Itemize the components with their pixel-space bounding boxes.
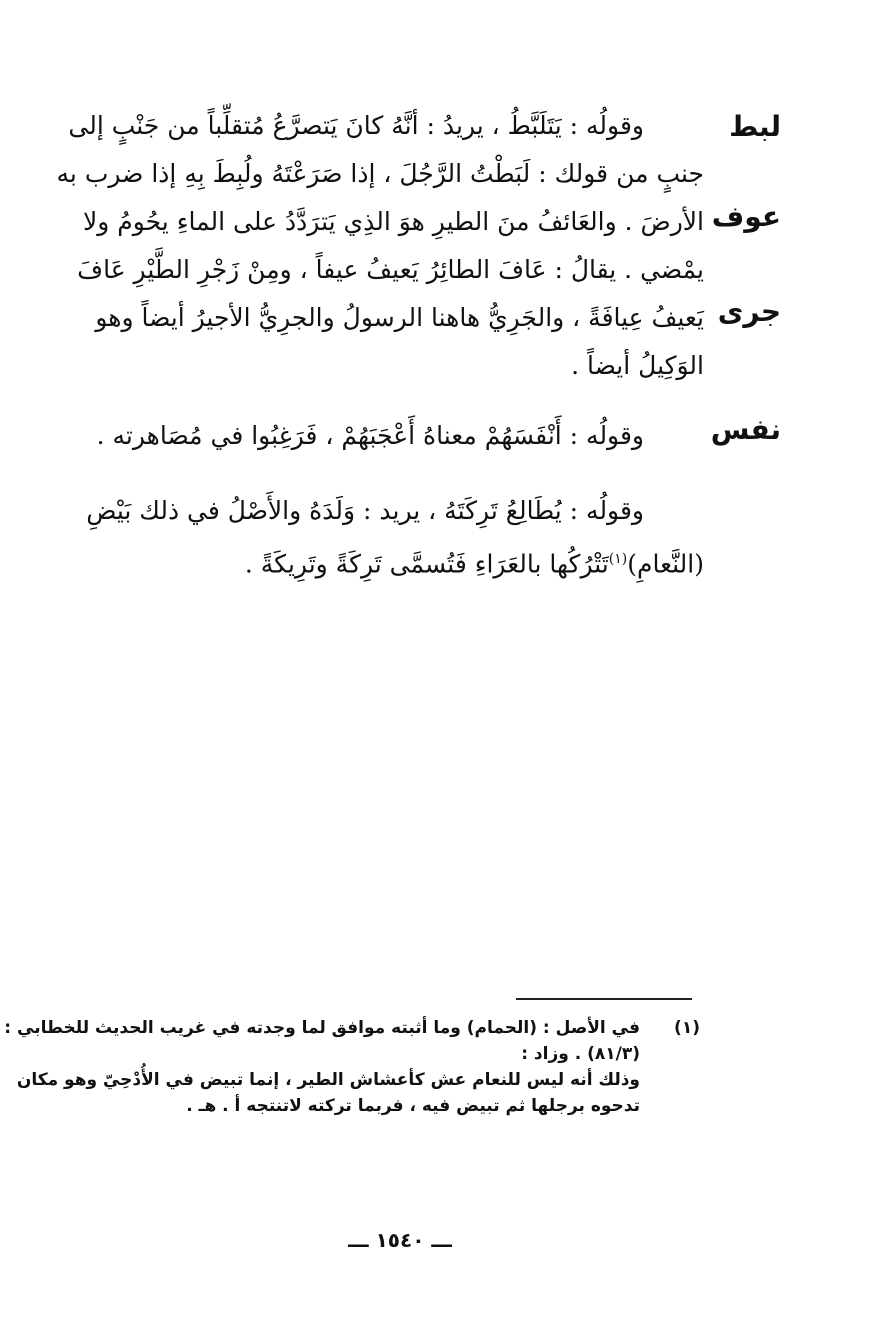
paragraph-3 bbox=[40, 487, 704, 588]
text-line: يَعيفُ عِيافَةً ، والجَرِيُّ هاهنا الرسولُ والجرِيُّ الأجيرُ أيضاً وهو bbox=[95, 303, 704, 332]
text-segment: (النَّعامِ) bbox=[627, 549, 704, 579]
text-line: جنبٍ من قولك : لَبَطْتُ الرَّجُلَ ، إذا صَرَعْتَهُ ولُبِطَ بِهِ إذا ضرب به bbox=[56, 159, 704, 188]
paragraph-1 bbox=[40, 102, 704, 390]
text-line: الأرضَ . والعَائفُ منَ الطيرِ هوَ الذِي يَترَدَّدُ على الماءِ يحُومُ ولا bbox=[83, 207, 704, 236]
text-line: وقولُه : أَنْفَسَهُمْ معناهُ أَعْجَبَهُمْ ، فَرَغِبُوا في مُصَاهرته . bbox=[96, 421, 644, 450]
text-line: يمْضي . يقالُ : عَافَ الطائِرُ يَعيفُ عيفاً ، ومِنْ زَجْرِ الطَّيْرِ عَافَ bbox=[77, 255, 704, 284]
text-line: الوَكِيلُ أيضاً . bbox=[571, 351, 704, 380]
footnote-line: وذلك أنه ليس للنعام عش كأعشاش الطير ، إنما تبيض في الأُدْحِيّ وهو مكان bbox=[16, 1070, 640, 1090]
text-line: وقولُه : يَتَلَبَّطُ ، يريدُ : أنَّهُ كانَ يَتصرَّعُ مُتقلِّباً من جَنْبٍ إلى bbox=[68, 111, 644, 140]
margin-keyword-nafs: نفس bbox=[710, 413, 781, 446]
text-line bbox=[40, 535, 704, 588]
footnote-line: تدحوه برجلها ثم تبيض فيه ، فربما تركته لاتنتجه أ . هـ . bbox=[186, 1096, 640, 1116]
footnote-body bbox=[4, 1015, 640, 1119]
margin-keyword-labat: لبط bbox=[729, 110, 781, 143]
footnote-reference: (١) bbox=[608, 551, 628, 567]
footnote-number: (١) bbox=[674, 1018, 700, 1038]
margin-keyword-jara: جرى bbox=[717, 295, 781, 328]
text-line: وقولُه : يُطَالِعُ تَرِكَتَهُ ، يريد : وَلَدَهُ والأَصْلُ في ذلك بَيْضِ bbox=[86, 496, 644, 525]
page-number: ـــ ١٥٤٠ ـــ bbox=[348, 1228, 452, 1252]
footnote bbox=[4, 1015, 700, 1145]
footnote-line: في الأصل : (الحمام) وما أثبته موافق لما وجدته في غريب الحديث للخطابي : bbox=[4, 1018, 640, 1038]
text-segment: تَتْرُكُها بالعَرَاءِ فَتُسمَّى تَرِكَةً وتَرِيكَةً . bbox=[244, 549, 609, 579]
footnote-line: (٨١/٣) . وزاد : bbox=[521, 1044, 640, 1064]
footnote-separator bbox=[516, 998, 692, 1000]
paragraph-2 bbox=[40, 412, 704, 460]
margin-keyword-awf: عوف bbox=[711, 200, 781, 233]
